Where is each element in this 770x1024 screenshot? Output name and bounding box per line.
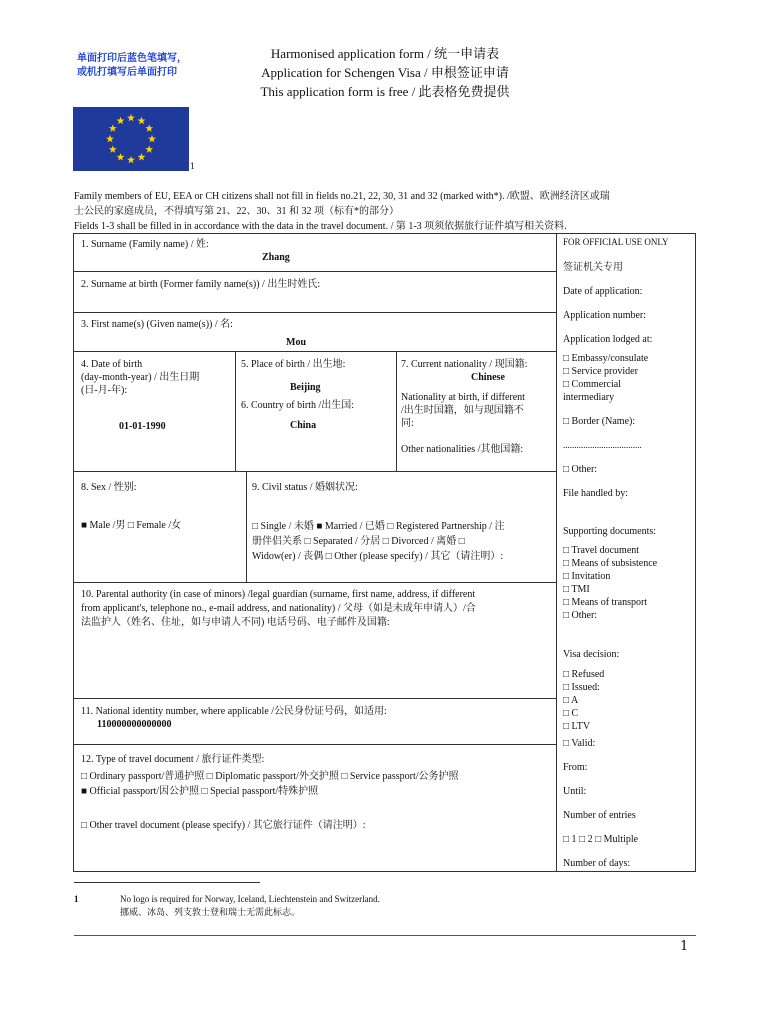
sex-label: 8. Sex / 性别: [81,482,137,493]
lodged-other-option[interactable]: □ Other: [563,464,598,475]
footnote-divider [74,882,260,883]
civil-status-line-2: 册伴侣关系 □ Separated / 分居 □ Divorced / 离婚 □ [252,536,465,547]
travel-doc-line-1: □ Ordinary passport/普通护照 □ Diplomatic passport/外交护照 □ Service passport/公务护照 [81,771,459,782]
flag-star [127,156,135,164]
official-use-heading: FOR OFFICIAL USE ONLY [563,237,669,247]
dob-label-line-3: (日-月-年): [81,385,128,396]
sex-options[interactable]: ■ Male /男 □ Female /女 [81,520,182,531]
flag-star [109,145,117,153]
current-nationality-label: 7. Current nationality / 现国籍: [401,359,528,370]
lodged-commercial-option[interactable]: □ Commercial [563,379,621,390]
surname-field[interactable]: Zhang [262,252,290,263]
title-line-3: This application form is free / 此表格免费提供 [260,84,510,99]
dob-label-line-1: 4. Date of birth [81,359,143,370]
other-nationalities-label: Other nationalities /其他国籍: [401,444,524,455]
civil-status-line-1: □ Single / 未婚 ■ Married / 已婚 □ Registered Partnership / 注 [252,521,505,532]
lodged-service-provider-option[interactable]: □ Service provider [563,366,638,377]
doc-means-of-subsistence-option[interactable]: □ Means of subsistence [563,558,658,569]
travel-doc-line-2: ■ Official passport/因公护照 □ Special passport/特殊护照 [81,786,319,797]
travel-document-options[interactable] [81,769,459,799]
application-lodged-label: Application lodged at: [563,334,653,345]
doc-other-option[interactable]: □ Other: [563,610,598,621]
decision-issued-option[interactable]: □ Issued: [563,682,600,693]
page-number: 1 [680,939,689,954]
valid-until-label: Until: [563,786,587,797]
travel-document-type-label: 12. Type of travel document / 旅行证件类型: [81,754,265,765]
print-instruction-note [77,52,187,80]
intro-text [74,189,704,234]
flag-star [138,153,146,161]
surname-label: 1. Surname (Family name) / 姓: [81,239,209,250]
first-name-field[interactable]: Mou [286,337,306,348]
country-of-birth-field[interactable]: China [290,420,317,431]
civil-status-label: 9. Civil status / 婚姻状况: [252,482,358,493]
parental-line-1: 10. Parental authority (in case of minors) /legal guardian (surname, first name, address, if different [81,589,476,600]
surname-at-birth-label: 2. Surname at birth (Former family name(s)) / 出生时姓氏: [81,279,321,290]
parental-line-2: from applicant's, telephone no., e-mail address, and nationality) / 父母（如是未成年申请人）/合 [81,603,476,614]
first-name-label: 3. First name(s) (Given name(s)) / 名: [81,319,233,330]
official-use-column [563,236,691,870]
footnote [74,893,380,919]
nationality-birth-line-3: 同: [401,418,414,429]
flag-star [145,145,153,153]
dob-label-line-2: (day-month-year) / 出生日期 [81,372,200,383]
application-number-label: Application number: [563,310,647,321]
title-line-2: Application for Schengen Visa / 申根签证申请 [261,65,509,80]
flag-star [145,124,153,132]
decision-refused-option[interactable]: □ Refused [563,669,605,680]
parental-authority-label [81,588,551,630]
visa-type-a-option[interactable]: □ A [563,695,579,706]
supporting-documents-label: Supporting documents: [563,526,657,537]
place-of-birth-label: 5. Place of birth / 出生地: [241,359,346,370]
title-line-1: Harmonised application form / 统一申请表 [270,46,500,61]
flag-star [148,135,156,143]
country-of-birth-label: 6. Country of birth /出生国: [241,400,355,411]
print-instruction-line-2: 或机打填写后单面打印 [77,67,177,78]
visa-type-c-option[interactable]: □ C [563,708,579,719]
flag-star [117,153,125,161]
civil-status-line-3: Widow(er) / 丧偶 □ Other (please specify) / 其它（请注明）: [252,551,504,562]
place-of-birth-field[interactable]: Beijing [290,382,321,393]
lodged-commercial-option-line-2: intermediary [563,392,615,403]
flag-star [109,124,117,132]
valid-from-label: From: [563,762,588,773]
date-of-application-label: Date of application: [563,286,643,297]
current-nationality-field[interactable]: Chinese [471,372,505,383]
nationality-birth-line-1: Nationality at birth, if different [401,392,525,403]
intro-line-3: Fields 1-3 shall be filled in in accordance with the data in the travel document. / 第 1-3 项须依据旅行证件填写相关资料. [74,221,567,232]
date-of-birth-label [81,358,199,397]
visa-decision-label: Visa decision: [563,649,620,660]
border-name-dots: ................................... [563,440,642,450]
other-travel-document-option[interactable]: □ Other travel document (please specify) / 其它旅行证件（请注明）: [81,820,366,831]
date-of-birth-field[interactable]: 01-01-1990 [119,421,166,432]
civil-status-options[interactable] [252,519,505,564]
form-title [200,44,570,101]
lodged-embassy-option[interactable]: □ Embassy/consulate [563,353,649,364]
nationality-at-birth-label [401,391,525,430]
number-of-days-label: Number of days: [563,858,631,869]
national-id-label: 11. National identity number, where applicable /公民身份证号码，如适用: [81,706,387,717]
national-id-field[interactable]: 110000000000000 [97,719,172,730]
print-instruction-line-1: 单面打印后蓝色笔填写， [77,53,187,64]
eu-flag-icon [73,107,189,171]
flag-star [117,117,125,125]
footnote-line-1: No logo is required for Norway, Iceland, Liechtenstein and Switzerland. [120,894,380,904]
number-of-entries-options[interactable]: □ 1 □ 2 □ Multiple [563,834,639,845]
nationality-birth-line-2: /出生时国籍，如与现国籍不 [401,405,524,416]
page-divider [74,935,696,936]
official-use-heading-zh: 签证机关专用 [563,262,623,273]
file-handled-by-label: File handled by: [563,488,628,499]
flag-star [127,114,135,122]
intro-line-1: Family members of EU, EEA or CH citizens shall not fill in fields no.21, 22, 30, 31 and 32 (marked with*). /欧盟、欧洲经济区或瑞 [74,191,610,202]
visa-type-ltv-option[interactable]: □ LTV [563,721,591,732]
doc-invitation-option[interactable]: □ Invitation [563,571,611,582]
number-of-entries-label: Number of entries [563,810,636,821]
flag-star [138,117,146,125]
intro-line-2: 士公民的家庭成员，不得填写第 21、22、30、31 和 32 项（标有*的部分） [74,206,399,217]
valid-option[interactable]: □ Valid: [563,738,596,749]
doc-tmi-option[interactable]: □ TMI [563,584,590,595]
lodged-border-option[interactable]: □ Border (Name): [563,416,636,427]
footnote-mark: 1 [74,894,79,904]
doc-means-of-transport-option[interactable]: □ Means of transport [563,597,648,608]
parental-line-3: 法监护人（姓名、住址，如与申请人不同) 电话号码、电子邮件及国籍: [81,617,390,628]
footnote-line-2: 挪威、冰岛、列支敦士登和瑞士无需此标志。 [120,907,301,917]
doc-travel-document-option[interactable]: □ Travel document [563,545,640,556]
flag-star [106,135,114,143]
flag-footnote-mark: 1 [190,162,196,171]
